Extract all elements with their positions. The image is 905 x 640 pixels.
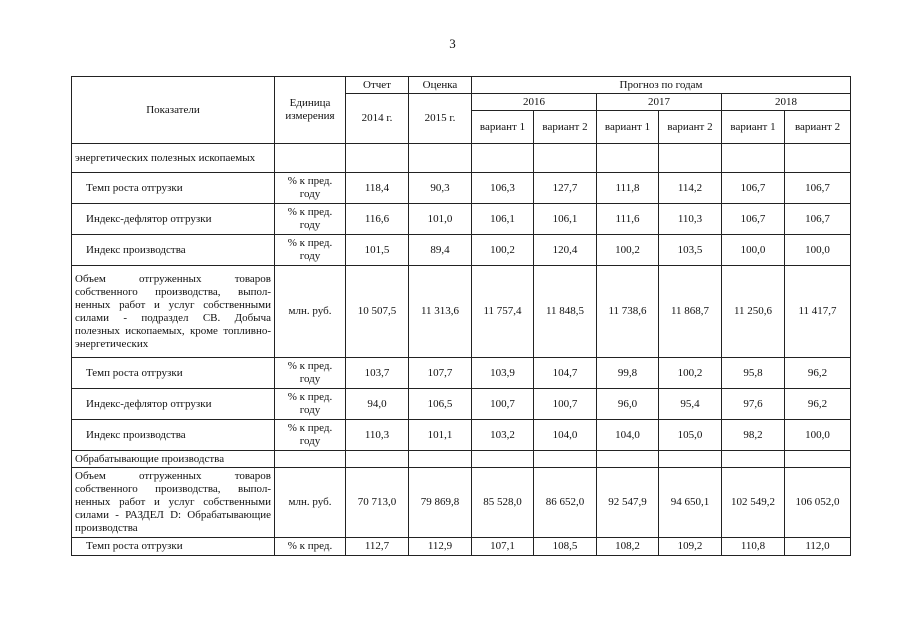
row-label: энергетических полезных ископаемых [72, 144, 275, 173]
value-cell [659, 451, 722, 468]
value-cell: 10 507,5 [346, 266, 409, 358]
value-cell: 109,2 [659, 538, 722, 556]
value-cell: 118,4 [346, 173, 409, 204]
value-cell: 103,7 [346, 358, 409, 389]
value-cell [659, 144, 722, 173]
value-cell: 96,2 [785, 389, 851, 420]
table-row [72, 358, 851, 389]
value-cell: 101,0 [409, 204, 472, 235]
row-unit [275, 451, 346, 468]
value-cell: 106,1 [534, 204, 597, 235]
header-year-2015: 2015 г. [409, 94, 472, 144]
value-cell: 111,6 [597, 204, 659, 235]
value-cell: 106,7 [722, 204, 785, 235]
value-cell: 114,2 [659, 173, 722, 204]
value-cell: 104,0 [534, 420, 597, 451]
value-cell: 98,2 [722, 420, 785, 451]
value-cell [597, 451, 659, 468]
row-unit: % к пред. году [275, 204, 346, 235]
table-row [72, 538, 851, 556]
table-row [72, 204, 851, 235]
section-heading: Обрабатывающие производства [72, 451, 275, 468]
value-cell: 108,2 [597, 538, 659, 556]
value-cell: 95,4 [659, 389, 722, 420]
value-cell: 106,7 [785, 204, 851, 235]
value-cell: 100,2 [659, 358, 722, 389]
value-cell [409, 451, 472, 468]
header-row-1 [72, 77, 851, 94]
value-cell: 108,5 [534, 538, 597, 556]
value-cell: 97,6 [722, 389, 785, 420]
value-cell: 92 547,9 [597, 468, 659, 538]
value-cell: 106,3 [472, 173, 534, 204]
value-cell: 99,8 [597, 358, 659, 389]
row-label: Индекс производства [72, 420, 275, 451]
value-cell: 110,8 [722, 538, 785, 556]
value-cell: 103,5 [659, 235, 722, 266]
row-unit: % к пред. году [275, 420, 346, 451]
value-cell [597, 144, 659, 173]
row-unit: % к пред. году [275, 389, 346, 420]
row-label: Индекс-дефлятор отгрузки [72, 204, 275, 235]
row-unit: % к пред. [275, 538, 346, 556]
table-row [72, 144, 851, 173]
value-cell: 96,2 [785, 358, 851, 389]
value-cell: 100,7 [534, 389, 597, 420]
value-cell: 11 417,7 [785, 266, 851, 358]
value-cell: 79 869,8 [409, 468, 472, 538]
header-variant-2: вариант 2 [785, 111, 851, 144]
table-row [72, 420, 851, 451]
value-cell: 106,5 [409, 389, 472, 420]
value-cell: 106,1 [472, 204, 534, 235]
value-cell [722, 451, 785, 468]
row-unit: % к пред. году [275, 358, 346, 389]
row-unit: млн. руб. [275, 468, 346, 538]
value-cell: 110,3 [346, 420, 409, 451]
header-2016: 2016 [472, 94, 597, 111]
value-cell [722, 144, 785, 173]
value-cell: 112,0 [785, 538, 851, 556]
value-cell: 70 713,0 [346, 468, 409, 538]
value-cell: 100,7 [472, 389, 534, 420]
value-cell: 94,0 [346, 389, 409, 420]
row-unit [275, 144, 346, 173]
value-cell: 111,8 [597, 173, 659, 204]
value-cell: 112,7 [346, 538, 409, 556]
value-cell: 100,2 [597, 235, 659, 266]
header-year-2014: 2014 г. [346, 94, 409, 144]
header-indicators: Показатели [72, 77, 275, 144]
row-unit: % к пред. году [275, 235, 346, 266]
value-cell: 89,4 [409, 235, 472, 266]
value-cell: 105,0 [659, 420, 722, 451]
value-cell: 90,3 [409, 173, 472, 204]
value-cell: 120,4 [534, 235, 597, 266]
value-cell: 100,0 [785, 235, 851, 266]
value-cell: 104,0 [597, 420, 659, 451]
value-cell: 11 848,5 [534, 266, 597, 358]
row-label: Темп роста отгрузки [72, 358, 275, 389]
value-cell: 101,5 [346, 235, 409, 266]
value-cell: 100,0 [722, 235, 785, 266]
value-cell [409, 144, 472, 173]
header-report: Отчет [346, 77, 409, 94]
value-cell: 100,2 [472, 235, 534, 266]
value-cell: 103,9 [472, 358, 534, 389]
value-cell [785, 144, 851, 173]
header-2018: 2018 [722, 94, 851, 111]
table-row [72, 173, 851, 204]
value-cell [534, 144, 597, 173]
value-cell [472, 144, 534, 173]
value-cell [534, 451, 597, 468]
header-variant-2: вариант 2 [659, 111, 722, 144]
header-unit: Единица измерения [275, 77, 346, 144]
header-forecast: Прогноз по годам [472, 77, 851, 94]
value-cell: 104,7 [534, 358, 597, 389]
value-cell: 127,7 [534, 173, 597, 204]
value-cell: 101,1 [409, 420, 472, 451]
row-label: Темп роста отгрузки [72, 173, 275, 204]
value-cell: 11 738,6 [597, 266, 659, 358]
row-unit: % к пред. году [275, 173, 346, 204]
value-cell: 106,7 [785, 173, 851, 204]
table-row [72, 468, 851, 538]
value-cell: 86 652,0 [534, 468, 597, 538]
value-cell: 107,7 [409, 358, 472, 389]
header-estimate: Оценка [409, 77, 472, 94]
section-row [72, 451, 851, 468]
table-row [72, 389, 851, 420]
value-cell: 116,6 [346, 204, 409, 235]
header-variant-2: вариант 2 [534, 111, 597, 144]
row-label: Темп роста отгрузки [72, 538, 275, 556]
value-cell: 106 052,0 [785, 468, 851, 538]
value-cell: 11 250,6 [722, 266, 785, 358]
value-cell: 110,3 [659, 204, 722, 235]
value-cell [346, 451, 409, 468]
row-unit: млн. руб. [275, 266, 346, 358]
row-label: Объем отгруженных товаров собственного производства, выпол-ненных работ и услуг собственными силами - РАЗДЕЛ D: Обрабатывающие производства [72, 468, 275, 538]
value-cell: 102 549,2 [722, 468, 785, 538]
value-cell: 11 868,7 [659, 266, 722, 358]
forecast-table [71, 76, 851, 556]
table-row [72, 235, 851, 266]
value-cell: 100,0 [785, 420, 851, 451]
value-cell [346, 144, 409, 173]
value-cell: 106,7 [722, 173, 785, 204]
page-number: 3 [449, 36, 456, 51]
header-variant-1: вариант 1 [597, 111, 659, 144]
value-cell: 11 757,4 [472, 266, 534, 358]
row-label: Индекс производства [72, 235, 275, 266]
value-cell: 96,0 [597, 389, 659, 420]
value-cell: 11 313,6 [409, 266, 472, 358]
row-label: Индекс-дефлятор отгрузки [72, 389, 275, 420]
row-label: Объем отгруженных товаров собственного производства, выпол-ненных работ и услуг собственными силами - подраздел СВ. Добыча полезных ископаемых, кроме топливно-энергетических [72, 266, 275, 358]
value-cell: 95,8 [722, 358, 785, 389]
value-cell: 107,1 [472, 538, 534, 556]
value-cell: 85 528,0 [472, 468, 534, 538]
header-variant-1: вариант 1 [722, 111, 785, 144]
header-2017: 2017 [597, 94, 722, 111]
table-row [72, 266, 851, 358]
value-cell: 103,2 [472, 420, 534, 451]
value-cell: 94 650,1 [659, 468, 722, 538]
value-cell [785, 451, 851, 468]
value-cell [472, 451, 534, 468]
header-variant-1: вариант 1 [472, 111, 534, 144]
value-cell: 112,9 [409, 538, 472, 556]
